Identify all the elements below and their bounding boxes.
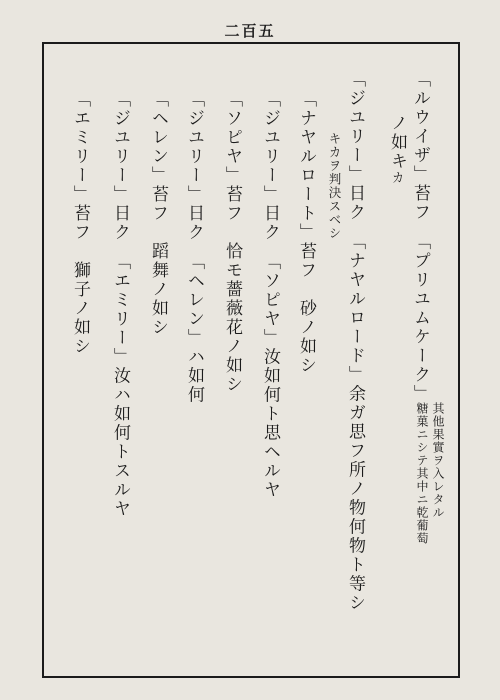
speaker-sophia: 「ソピヤ」 [222,90,242,185]
speaker-helen: 「ヘレン」 [148,90,168,185]
annotation-line-2: 其他果實ヲ入レタル [431,402,445,519]
column-9 [71,90,88,356]
speaker-charlotte: 「ナヤルロート」 [296,90,316,242]
speaker-julie-4: 「ジユリー」 [110,90,130,204]
column-9-text: 苔フ 獅子ノ如シ [70,204,90,356]
column-5-text: 苔フ 恰モ薔薇花ノ如シ [222,185,242,394]
column-6 [185,90,202,405]
column-3-text: 苔フ 砂ノ如シ [296,242,316,375]
column-2-continuation: キカヲ判決スベシ [327,132,342,240]
column-8 [111,90,128,519]
column-6-text: 日ク 「ヘレン」ハ如何 [184,204,204,405]
column-4-text: 日ク 「ソピヤ」汝如何ト思ヘルヤ [260,204,280,500]
column-1-cont-kana: カ [390,171,405,185]
column-4 [261,90,278,500]
column-2 [346,70,363,613]
speaker-emily: 「エミリー」 [70,90,90,204]
column-1 [411,70,428,404]
speaker-louisa: 「ルウイザ」 [410,70,430,184]
column-1-text: 苔フ 「プリユムケーク」 [410,184,430,404]
column-5 [223,90,240,394]
column-7 [149,90,166,337]
speaker-julie-3: 「ジユリー」 [184,90,204,204]
column-2-text: 日ク 「ナヤルロード」余ガ思フ所ノ物何物ト等シ [345,184,365,613]
annotation-line-1: 糖菓ニシテ其中ニ乾葡萄 [415,402,429,545]
column-7-text: 苔フ 蹈舞ノ如シ [148,185,168,337]
speaker-julie-2: 「ジユリー」 [260,90,280,204]
page-number: 二百五 [224,22,276,40]
column-8-text: 日ク 「エミリー」汝ハ如何トスルヤ [110,204,130,519]
column-1-continuation [388,114,405,185]
column-1-cont-main: ノ如キ [387,114,407,171]
speaker-julie-1: 「ジユリー」 [345,70,365,184]
text-frame [42,42,460,678]
column-3 [297,90,314,375]
